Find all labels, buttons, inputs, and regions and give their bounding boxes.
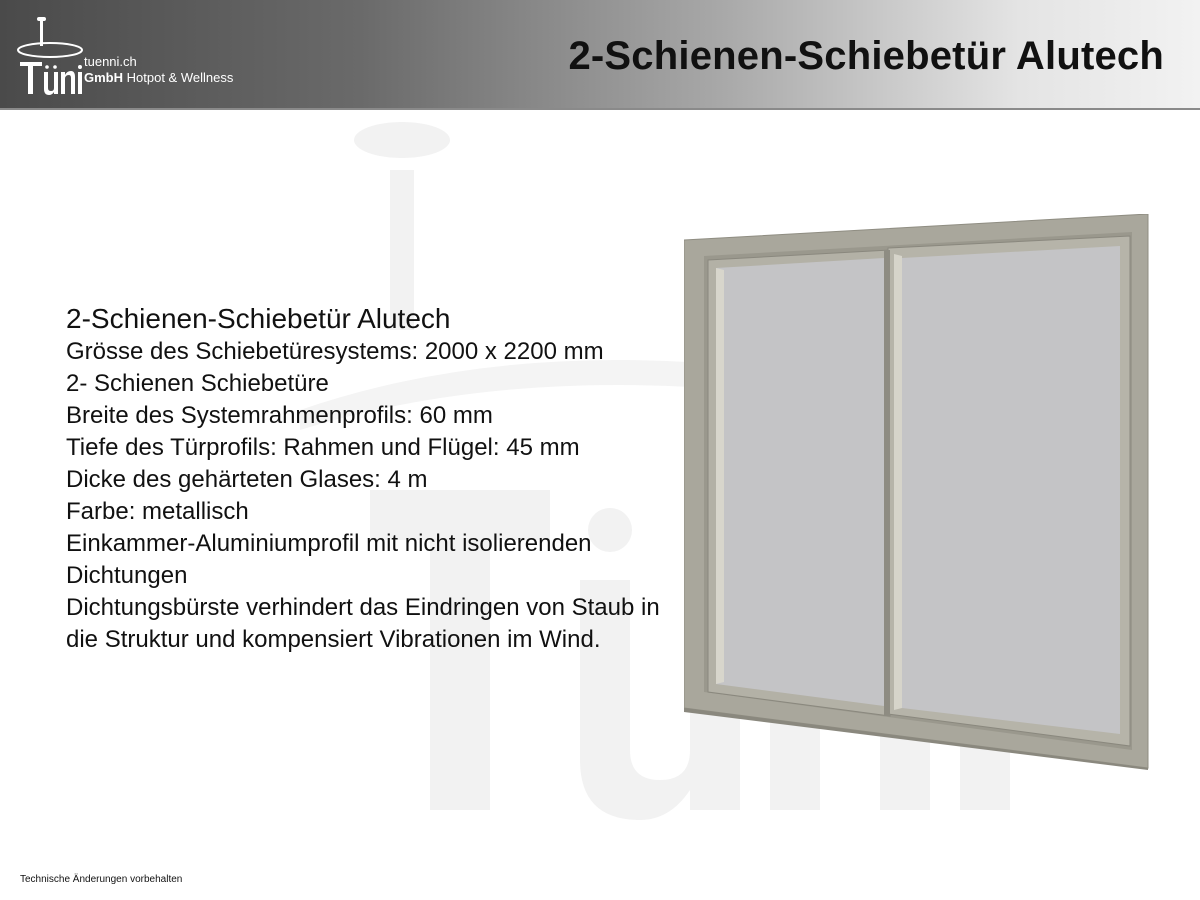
logo-text (84, 54, 233, 86)
spec-line: Einkammer-Aluminiumprofil mit nicht isolierenden Dichtungen (66, 530, 592, 589)
spec-line: Dichtungsbürste verhindert das Eindringen von Staub in die Struktur und kompensiert Vibrationen im Wind. (66, 594, 660, 653)
logo-company-suffix: Hotpot & Wellness (126, 70, 234, 85)
logo-company-prefix: GmbH (84, 70, 123, 85)
logo-domain: tuenni.ch (84, 54, 137, 69)
spec-line: Farbe: metallisch (66, 498, 249, 525)
header-banner (0, 0, 1200, 110)
sliding-door-illustration (684, 214, 1152, 770)
product-description (66, 302, 676, 656)
spec-line: Breite des Systemrahmenprofils: 60 mm (66, 402, 493, 429)
spec-line: Tiefe des Türprofils: Rahmen und Flügel: 45 mm (66, 434, 580, 461)
logo-company (84, 70, 233, 86)
product-heading: 2-Schienen-Schiebetür Alutech (66, 303, 451, 334)
hot-tub-logo-icon (14, 14, 86, 98)
spec-line: Grösse des Schiebetüresystems: 2000 x 2200 mm (66, 338, 604, 365)
page-title: 2-Schienen-Schiebetür Alutech (568, 34, 1164, 78)
spec-line: Dicke des gehärteten Glases: 4 m (66, 466, 428, 493)
company-logo[interactable] (14, 14, 244, 98)
footer-note: Technische Änderungen vorbehalten (20, 874, 183, 885)
spec-line: 2- Schienen Schiebetüre (66, 370, 329, 397)
